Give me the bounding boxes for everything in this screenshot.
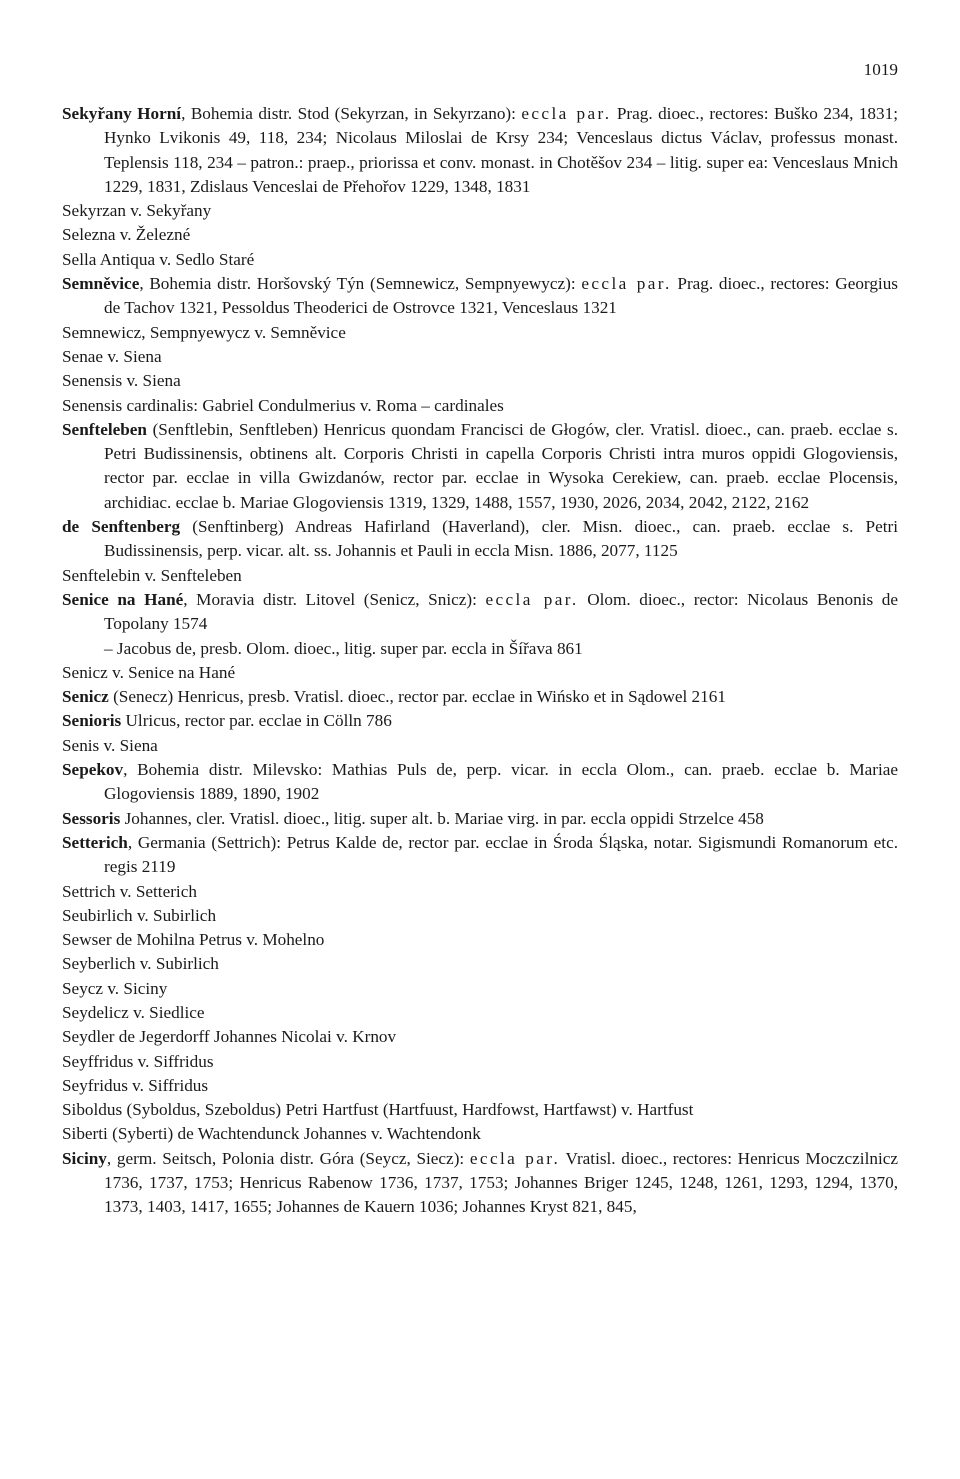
entry-text: Ulricus, rector par. ecclae in Cölln 786 xyxy=(121,711,392,731)
index-entry xyxy=(62,102,898,199)
entry-headword: Siciny xyxy=(62,1148,107,1168)
entry-text: Senensis v. Siena xyxy=(62,371,181,391)
entry-headword: Senicz xyxy=(62,687,109,707)
entry-text: , Bohemia distr. Stod (Sekyrzan, in Sekyrzano): xyxy=(181,104,522,123)
entry-text: Johannes, cler. Vratisl. dioec., litig. super alt. b. Mariae virg. in par. eccla oppidi Strzelce 458 xyxy=(120,808,764,828)
entry-headword: Semněvice xyxy=(62,274,140,294)
index-entry xyxy=(62,928,898,952)
entry-text: Sewser de Mohilna Petrus v. Mohelno xyxy=(62,930,325,950)
entry-spaced-text: eccla par. xyxy=(521,104,612,123)
entry-headword: de Senftenberg xyxy=(62,517,181,537)
index-entry xyxy=(62,1025,898,1049)
index-entry xyxy=(62,661,898,685)
entry-spaced-text: eccla par. xyxy=(469,1148,561,1168)
entry-text-continued: Prag. dioec., rectores: Georgius de Tachov 1321, Pessoldus Theoderici de Ostrovce 1321, Venceslaus 1321 xyxy=(104,274,898,318)
index-entry xyxy=(62,807,898,831)
entry-text: Sella Antiqua v. Sedlo Staré xyxy=(62,249,255,269)
index-entry xyxy=(62,758,898,807)
entry-text: Seyfridus v. Siffridus xyxy=(62,1075,209,1095)
entry-text: Seyberlich v. Subirlich xyxy=(62,954,219,974)
page-number: 1019 xyxy=(863,60,898,79)
entry-text: (Senftinberg) Andreas Hafirland (Haverland), cler. Misn. dioec., can. praeb. ecclae s. Petri Budissinensis, perp. vicar. alt. ss. Johannis et Pauli in eccla Misn. 1886, 2077, 1125 xyxy=(104,517,898,561)
entry-subentry: – Jacobus de, presb. Olom. dioec., litig. super par. eccla in Šířava 861 xyxy=(104,638,583,658)
index-entry xyxy=(62,321,898,345)
index-entry xyxy=(62,418,898,515)
entry-text: Siberti (Syberti) de Wachtendunck Johannes v. Wachtendonk xyxy=(62,1124,481,1144)
entry-text: Seydelicz v. Siedlice xyxy=(62,1002,205,1022)
index-entry xyxy=(62,223,898,247)
index-entry xyxy=(62,272,898,321)
entry-text-continued: Vratisl. dioec., rectores: Henricus Moczczilnicz 1736, 1737, 1753; Henricus Rabenow 1736, 1737, 1753; Johannes Briger 1245, 1248, 1261, 1293, 1294, 1370, 1373, 1403, 1417, 1655; Johannes de Kauern 1036; Johannes Kryst 821, 845, xyxy=(104,1148,898,1217)
entry-text: Seycz v. Siciny xyxy=(62,978,168,998)
entry-headword: Senfteleben xyxy=(62,419,147,439)
entry-text: Senicz v. Senice na Hané xyxy=(62,662,236,682)
entry-text: , Bohemia distr. Milevsko: Mathias Puls de, perp. vicar. in eccla Olom., can. praeb. ecclae b. Mariae Glogoviensis 1889, 1890, 1902 xyxy=(104,760,898,804)
index-entry xyxy=(62,1122,898,1146)
index-entry xyxy=(62,588,898,637)
index-entry xyxy=(62,394,898,418)
index-entries xyxy=(62,102,898,1220)
index-entry xyxy=(62,1098,898,1122)
index-entry xyxy=(62,1074,898,1098)
entry-text: Seyffridus v. Siffridus xyxy=(62,1051,214,1071)
entry-text: , Bohemia distr. Horšovský Týn (Semnewicz, Sempnyewycz): xyxy=(139,274,582,294)
entry-spaced-text: eccla par. xyxy=(581,274,672,294)
index-entry xyxy=(62,515,898,564)
index-entry xyxy=(62,977,898,1001)
index-entry xyxy=(62,1001,898,1025)
entry-text-continued: Prag. dioec., rectores: Buško 234, 1831; Hynko Lvikonis 49, 118, 234; Nicolaus Miloslai de Krsy 234; Venceslaus dictus Václav, professus monast. Teplensis 118, 234 – patron.: praep., priorissa et conv. monast. in Chotěšov 234 – litig. super ea: Venceslaus Mnich 1229, 1831, Zdislaus Venceslai de Přehořov 1229, 1348, 1831 xyxy=(104,104,898,196)
index-entry xyxy=(62,199,898,223)
entry-text: (Senftlebin, Senftleben) Henricus quondam Francisci de Głogów, cler. Vratisl. dioec., can. praeb. ecclae s. Petri Budissinensis, obtinens alt. Corporis Christi in capella Corporis Christi intra muros oppidi Glogoviensis, rector par. ecclae in villa Gwizdanów, rector par. ecclae in Wysoka Cerekiew, can. praeb. ecclae Plocensis, archidiac. ecclae b. Mariae Glogoviensis 1319, 1329, 1488, 1557, 1930, 2026, 2034, 2042, 2122, 2162 xyxy=(104,419,898,512)
index-entry xyxy=(62,1147,898,1220)
index-entry xyxy=(62,904,898,928)
entry-headword: Sessoris xyxy=(62,808,121,828)
entry-headword: Sekyřany Horní xyxy=(62,104,182,123)
entry-text: (Senecz) Henricus, presb. Vratisl. dioec., rector par. ecclae in Wińsko et in Sądowel 2161 xyxy=(108,687,726,707)
entry-text: Seubirlich v. Subirlich xyxy=(62,905,217,925)
entry-text: Senensis cardinalis: Gabriel Condulmerius v. Roma – cardinales xyxy=(62,395,504,415)
index-entry xyxy=(62,369,898,393)
entry-text: Senae v. Siena xyxy=(62,346,162,366)
index-entry xyxy=(62,564,898,588)
entry-headword: Setterich xyxy=(62,832,128,852)
entry-text: Seydler de Jegerdorff Johannes Nicolai v. Krnov xyxy=(62,1027,397,1047)
index-entry xyxy=(62,952,898,976)
entry-text: , Moravia distr. Litovel (Senicz, Snicz): xyxy=(183,589,486,609)
entry-headword: Senice na Hané xyxy=(62,589,184,609)
index-entry xyxy=(62,345,898,369)
entry-text: Sekyrzan v. Sekyřany xyxy=(62,201,212,221)
entry-text-continued: Olom. dioec., rector: Nicolaus Benonis de Topolany 1574 xyxy=(104,589,898,634)
index-entry xyxy=(62,709,898,733)
entry-text: Settrich v. Setterich xyxy=(62,881,197,901)
entry-text: Semnewicz, Sempnyewycz v. Semněvice xyxy=(62,322,346,342)
index-entry xyxy=(62,685,898,709)
entry-text: Siboldus (Syboldus, Szeboldus) Petri Hartfust (Hartfuust, Hardfowst, Hartfawst) v. Hartfust xyxy=(62,1100,694,1120)
index-entry xyxy=(62,880,898,904)
entry-headword: Sepekov xyxy=(62,760,124,780)
entry-spaced-text: eccla par. xyxy=(485,589,579,609)
entry-text: , Germania (Settrich): Petrus Kalde de, rector par. ecclae in Środa Śląska, notar. Sigismundi Romanorum etc. regis 2119 xyxy=(104,832,898,877)
entry-headword: Senioris xyxy=(62,711,122,731)
index-entry xyxy=(62,1050,898,1074)
index-entry xyxy=(62,248,898,272)
index-entry xyxy=(62,734,898,758)
entry-text: , germ. Seitsch, Polonia distr. Góra (Seycz, Siecz): xyxy=(106,1148,470,1168)
entry-text: Senis v. Siena xyxy=(62,735,158,755)
entry-text: Selezna v. Železné xyxy=(62,225,191,245)
entry-text: Senftelebin v. Senfteleben xyxy=(62,565,242,585)
index-entry xyxy=(62,831,898,880)
